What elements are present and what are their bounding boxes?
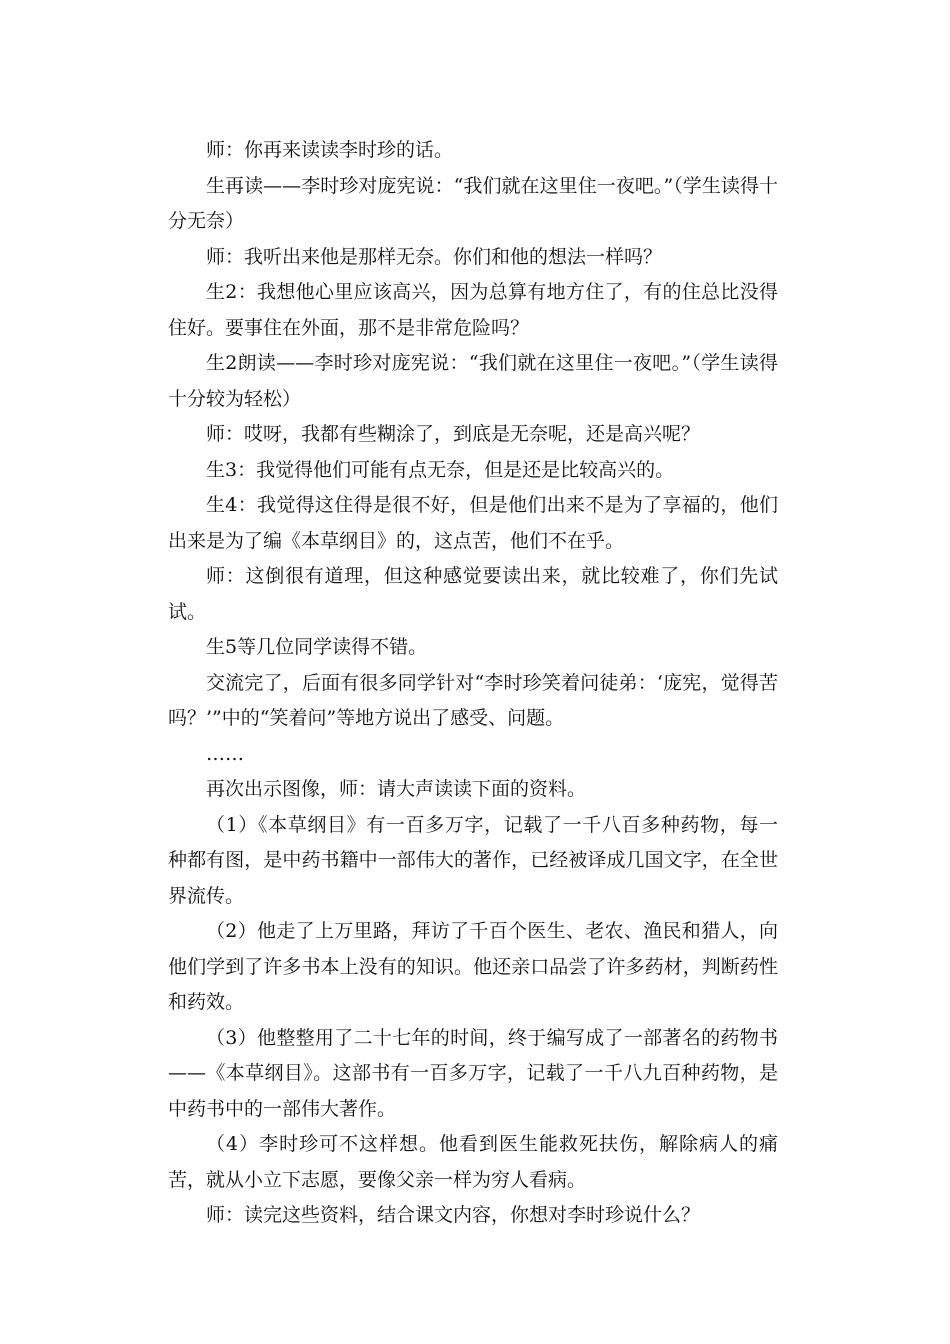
paragraph: 生4：我觉得这住得是很不好，但是他们出来不是为了享福的，他们出来是为了编《本草纲目》的，这点苦，他们不在乎。 (168, 494, 778, 552)
paragraph: 生5等几位同学读得不错。 (206, 636, 428, 658)
paragraph: 生再读——李时珍对庞宪说：“我们就在这里住一夜吧。”（学生读得十分无奈） (168, 174, 778, 232)
paragraph: 生3：我觉得他们可能有点无奈，但是还是比较高兴的。 (206, 458, 675, 481)
paragraph: 师：你再来读读李时珍的话。 (206, 139, 454, 161)
paragraph: 生2：我想他心里应该高兴，因为总算有地方住了，有的住总比没得住好。要事住在外面，那不是非常危险吗？ (168, 281, 778, 339)
ellipsis-paragraph: …… (206, 742, 244, 765)
paragraph: 师：读完这些资料，结合课文内容，你想对李时珍说什么？ (206, 1204, 701, 1226)
paragraph: 再次出示图像，师：请大声读读下面的资料。 (206, 778, 587, 800)
paragraph: 师：这倒很有道理，但这种感觉要读出来，就比较难了，你们先试试。 (168, 565, 778, 623)
material-item-1: （1）《本草纲目》有一百多万字，记载了一千八百多种药物，每一种都有图，是中药书籍中一部伟大的著作，已经被译成几国文字，在全世界流传。 (168, 813, 778, 907)
paragraph: 交流完了，后面有很多同学针对“李时珍笑着问徒弟：‘庞宪，觉得苦吗？’”中的“笑着问”等地方说出了感受、问题。 (168, 671, 778, 729)
document-page (168, 133, 778, 1234)
material-item-2: （2）他走了上万里路，拜访了千百个医生、老农、渔民和猎人，向他们学到了许多书本上没有的知识。他还亲口品尝了许多药材，判断药性和药效。 (168, 920, 778, 1013)
paragraph: 师：我听出来他是那样无奈。你们和他的想法一样吗？ (206, 245, 663, 268)
paragraph: 生2朗读——李时珍对庞宪说：“我们就在这里住一夜吧。”（学生读得十分较为轻松） (168, 352, 778, 410)
material-item-3: （3）他整整用了二十七年的时间，终于编写成了一部著名的药物书——《本草纲目》。这部书有一百多万字，记载了一千八九百种药物，是中药书中的一部伟大著作。 (168, 1026, 778, 1120)
material-item-4: （4）李时珍可不这样想。他看到医生能救死扶伤，解除病人的痛苦，就从小立下志愿，要像父亲一样为穷人看病。 (168, 1133, 778, 1191)
paragraph: 师：哎呀，我都有些糊涂了，到底是无奈呢，还是高兴呢？ (206, 423, 701, 445)
